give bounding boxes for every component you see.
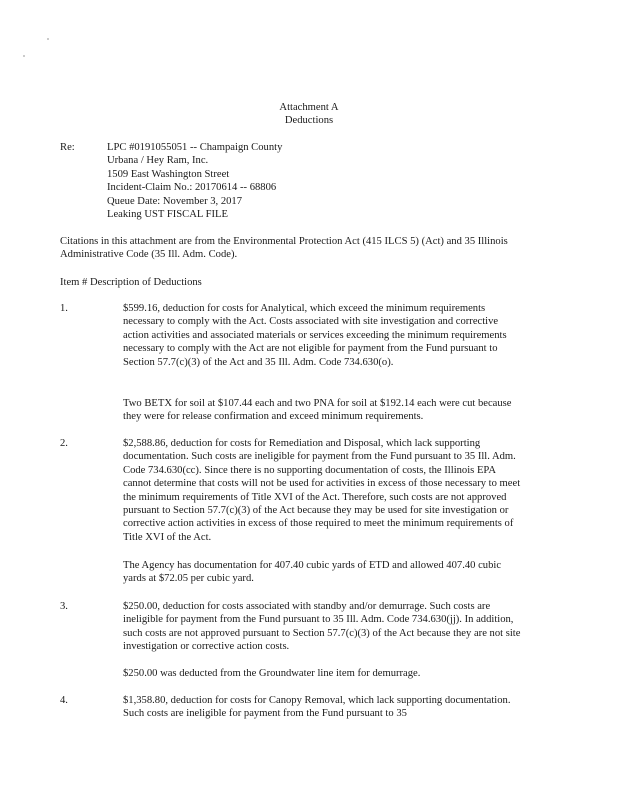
re-line-incident-claim: Incident-Claim No.: 20170614 -- 68806: [107, 182, 277, 194]
attachment-title: Attachment A: [279, 102, 339, 113]
item-paragraph: $1,358.80, deduction for costs for Canopy Removal, which lack supporting documentation. Such costs are ineligible for payment from the Fund pursuant to 35: [123, 695, 511, 720]
item-paragraph: $250.00, deduction for costs associated with standby and/or demurrage. Such costs are ineligible for payment from the Fund pursuant to 35 Ill. Adm. Code 734.630(jj). In addition, such costs are not approved pursuant to Section 57.7(c)(3) of the Act because they are not site investigation or corrective action costs.: [123, 601, 521, 653]
re-line-lpc: LPC #0191055051 -- Champaign County: [107, 142, 283, 153]
scan-speck: [47, 38, 49, 40]
item-number: 3.: [60, 601, 68, 612]
item-number: 2.: [60, 438, 68, 449]
item-description: [123, 559, 523, 586]
item-paragraph: $2,588.86, deduction for costs for Remediation and Disposal, which lack supporting documentation. Such costs are ineligible for payment from the Fund pursuant to 35 Ill. Adm. Code 734.630(cc). Since there is no supporting documentation of costs, the Illinois EPA cannot determine that costs will not be used for activities in excess of those necessary to meet the minimum requirements of Title XVI of the Act. Therefore, such costs are not approved pursuant to Section 57.7(c)(3) of the Act because they may be used for site investigation or corrective action activities in excess of those required to meet the minimum requirements of Title XVI of the Act.: [123, 438, 521, 543]
item-description: [123, 694, 523, 721]
item-number: 1.: [60, 303, 68, 314]
item-paragraph: The Agency has documentation for 407.40 cubic yards of ETD and allowed 407.40 cubic yards at $72.05 per cubic yard.: [123, 560, 502, 585]
re-line-fiscal-file: Leaking UST FISCAL FILE: [107, 209, 228, 221]
item-paragraph: $599.16, deduction for costs for Analytical, which exceed the minimum requirements necessary to comply with the Act. Costs associated with site investigation and corrective action activities and associated materials or services exceeding the minimum requirements necessary to comply with the Act are not eligible for payment from the Fund pursuant to Section 57.7(c)(3) of the Act and 35 Ill. Adm. Code 734.630(o).: [123, 303, 507, 368]
re-line-facility: Urbana / Hey Ram, Inc.: [107, 155, 209, 167]
items-header: Item # Description of Deductions: [60, 277, 202, 288]
re-line-queue-date: Queue Date: November 3, 2017: [107, 195, 243, 207]
re-label: Re:: [60, 142, 75, 153]
item-description: [123, 600, 523, 654]
item-paragraph: $250.00 was deducted from the Groundwater line item for demurrage.: [123, 668, 421, 679]
re-line-address: 1509 East Washington Street: [107, 168, 230, 180]
item-number: 4.: [60, 695, 68, 706]
item-description: [123, 437, 523, 544]
item-description: [123, 667, 523, 680]
scan-speck: [23, 55, 25, 57]
attachment-subtitle: Deductions: [284, 115, 334, 126]
item-description: [123, 397, 523, 424]
item-paragraph: Two BETX for soil at $107.44 each and two PNA for soil at $192.14 each were cut because they were for release confirmation and exceed minimum requirements.: [123, 398, 512, 423]
citation-paragraph: Citations in this attachment are from the Environmental Protection Act (415 ILCS 5) (Act) and 35 Illinois Administrative Code (35 Ill. Adm. Code).: [60, 236, 508, 261]
re-block: [107, 141, 527, 221]
item-description: [123, 302, 523, 369]
